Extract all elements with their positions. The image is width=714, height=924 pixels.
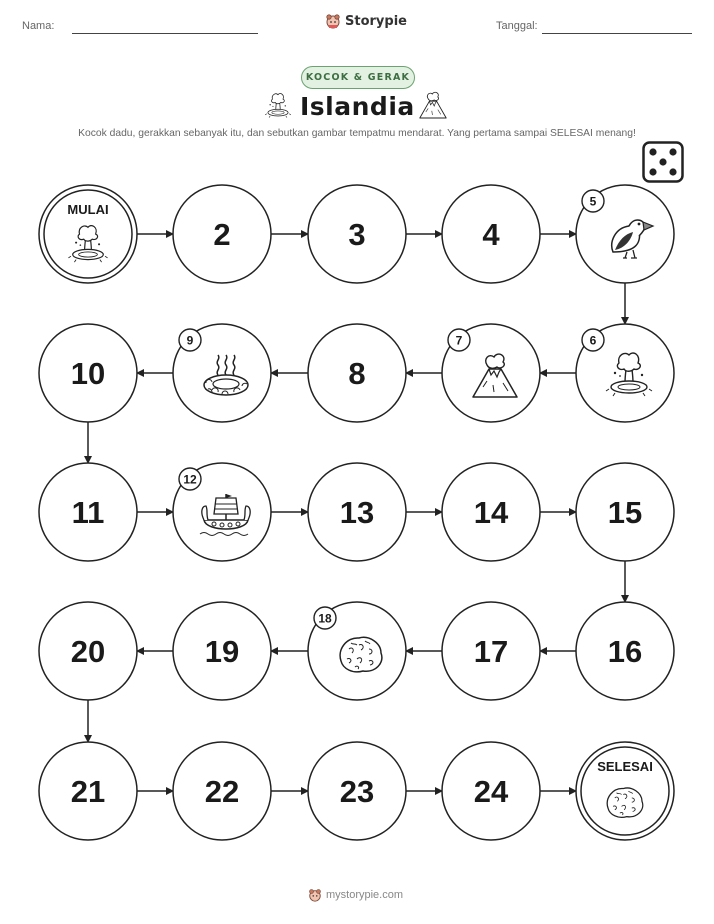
lava-rock-icon	[607, 788, 643, 817]
board-cell-1	[39, 185, 137, 283]
cell-number: 23	[339, 774, 375, 809]
date-label: Tanggal:	[496, 20, 538, 32]
board-cell-10	[39, 324, 137, 422]
footer	[308, 888, 403, 902]
storypie-mascot-icon	[308, 888, 322, 902]
board-cell-20	[39, 602, 137, 700]
board-cell-25	[576, 742, 674, 840]
board-cell-11	[39, 463, 137, 561]
cell-number: 21	[70, 774, 106, 809]
board-cell-23	[308, 742, 406, 840]
cell-number-badge-text: 5	[589, 194, 597, 209]
footer-url: mystorypie.com	[326, 889, 404, 901]
instructions: Kocok dadu, gerakkan sebanyak itu, dan sebutkan gambar tempatmu mendarat. Yang pertama sampai SELESAI menang!	[78, 128, 636, 139]
board-cell-22	[173, 742, 271, 840]
board-cell-4	[442, 185, 540, 283]
activity-badge: KOCOK & GERAK	[301, 66, 415, 89]
cell-number: 10	[70, 356, 106, 391]
brand-name: Storypie	[345, 13, 407, 29]
board-cell-12	[173, 463, 271, 561]
finish-label: SELESAI	[597, 759, 653, 774]
board-cell-5	[576, 185, 674, 283]
cell-number-badge-text: 7	[455, 333, 463, 348]
board-cell-18	[308, 602, 406, 700]
cell-number: 24	[473, 774, 509, 809]
cell-number: 17	[473, 634, 509, 669]
board-cell-21	[39, 742, 137, 840]
cell-number: 19	[204, 634, 240, 669]
board-cell-17	[442, 602, 540, 700]
start-label: MULAI	[67, 202, 109, 217]
cell-number: 20	[70, 634, 106, 669]
cell-number: 2	[213, 217, 231, 252]
board-cells	[39, 185, 674, 840]
board-cell-15	[576, 463, 674, 561]
board-cell-6	[576, 324, 674, 422]
cell-number: 3	[348, 217, 366, 252]
board-cell-16	[576, 602, 674, 700]
cell-number-badge-text: 6	[589, 333, 597, 348]
board-cell-9	[173, 324, 271, 422]
board-cell-14	[442, 463, 540, 561]
board-cell-8	[308, 324, 406, 422]
cell-number: 13	[339, 495, 375, 530]
board-cell-13	[308, 463, 406, 561]
board-cell-7	[442, 324, 540, 422]
cell-number-badge-text: 12	[183, 472, 197, 487]
board-cell-3	[308, 185, 406, 283]
name-label: Nama:	[22, 20, 55, 32]
cell-number: 4	[482, 217, 500, 252]
cell-number: 16	[607, 634, 643, 669]
cell-number: 15	[607, 495, 643, 530]
board-cell-2	[173, 185, 271, 283]
cell-number: 8	[348, 356, 366, 391]
cell-number: 14	[473, 495, 509, 530]
board-cell-19	[173, 602, 271, 700]
cell-number: 22	[204, 774, 240, 809]
cell-number: 11	[71, 495, 105, 530]
cell-number-badge-text: 9	[186, 333, 194, 348]
lava-rock-icon	[340, 637, 382, 672]
cell-number-badge-text: 18	[318, 611, 332, 626]
page-title: Islandia	[300, 92, 415, 121]
board-cell-24	[442, 742, 540, 840]
